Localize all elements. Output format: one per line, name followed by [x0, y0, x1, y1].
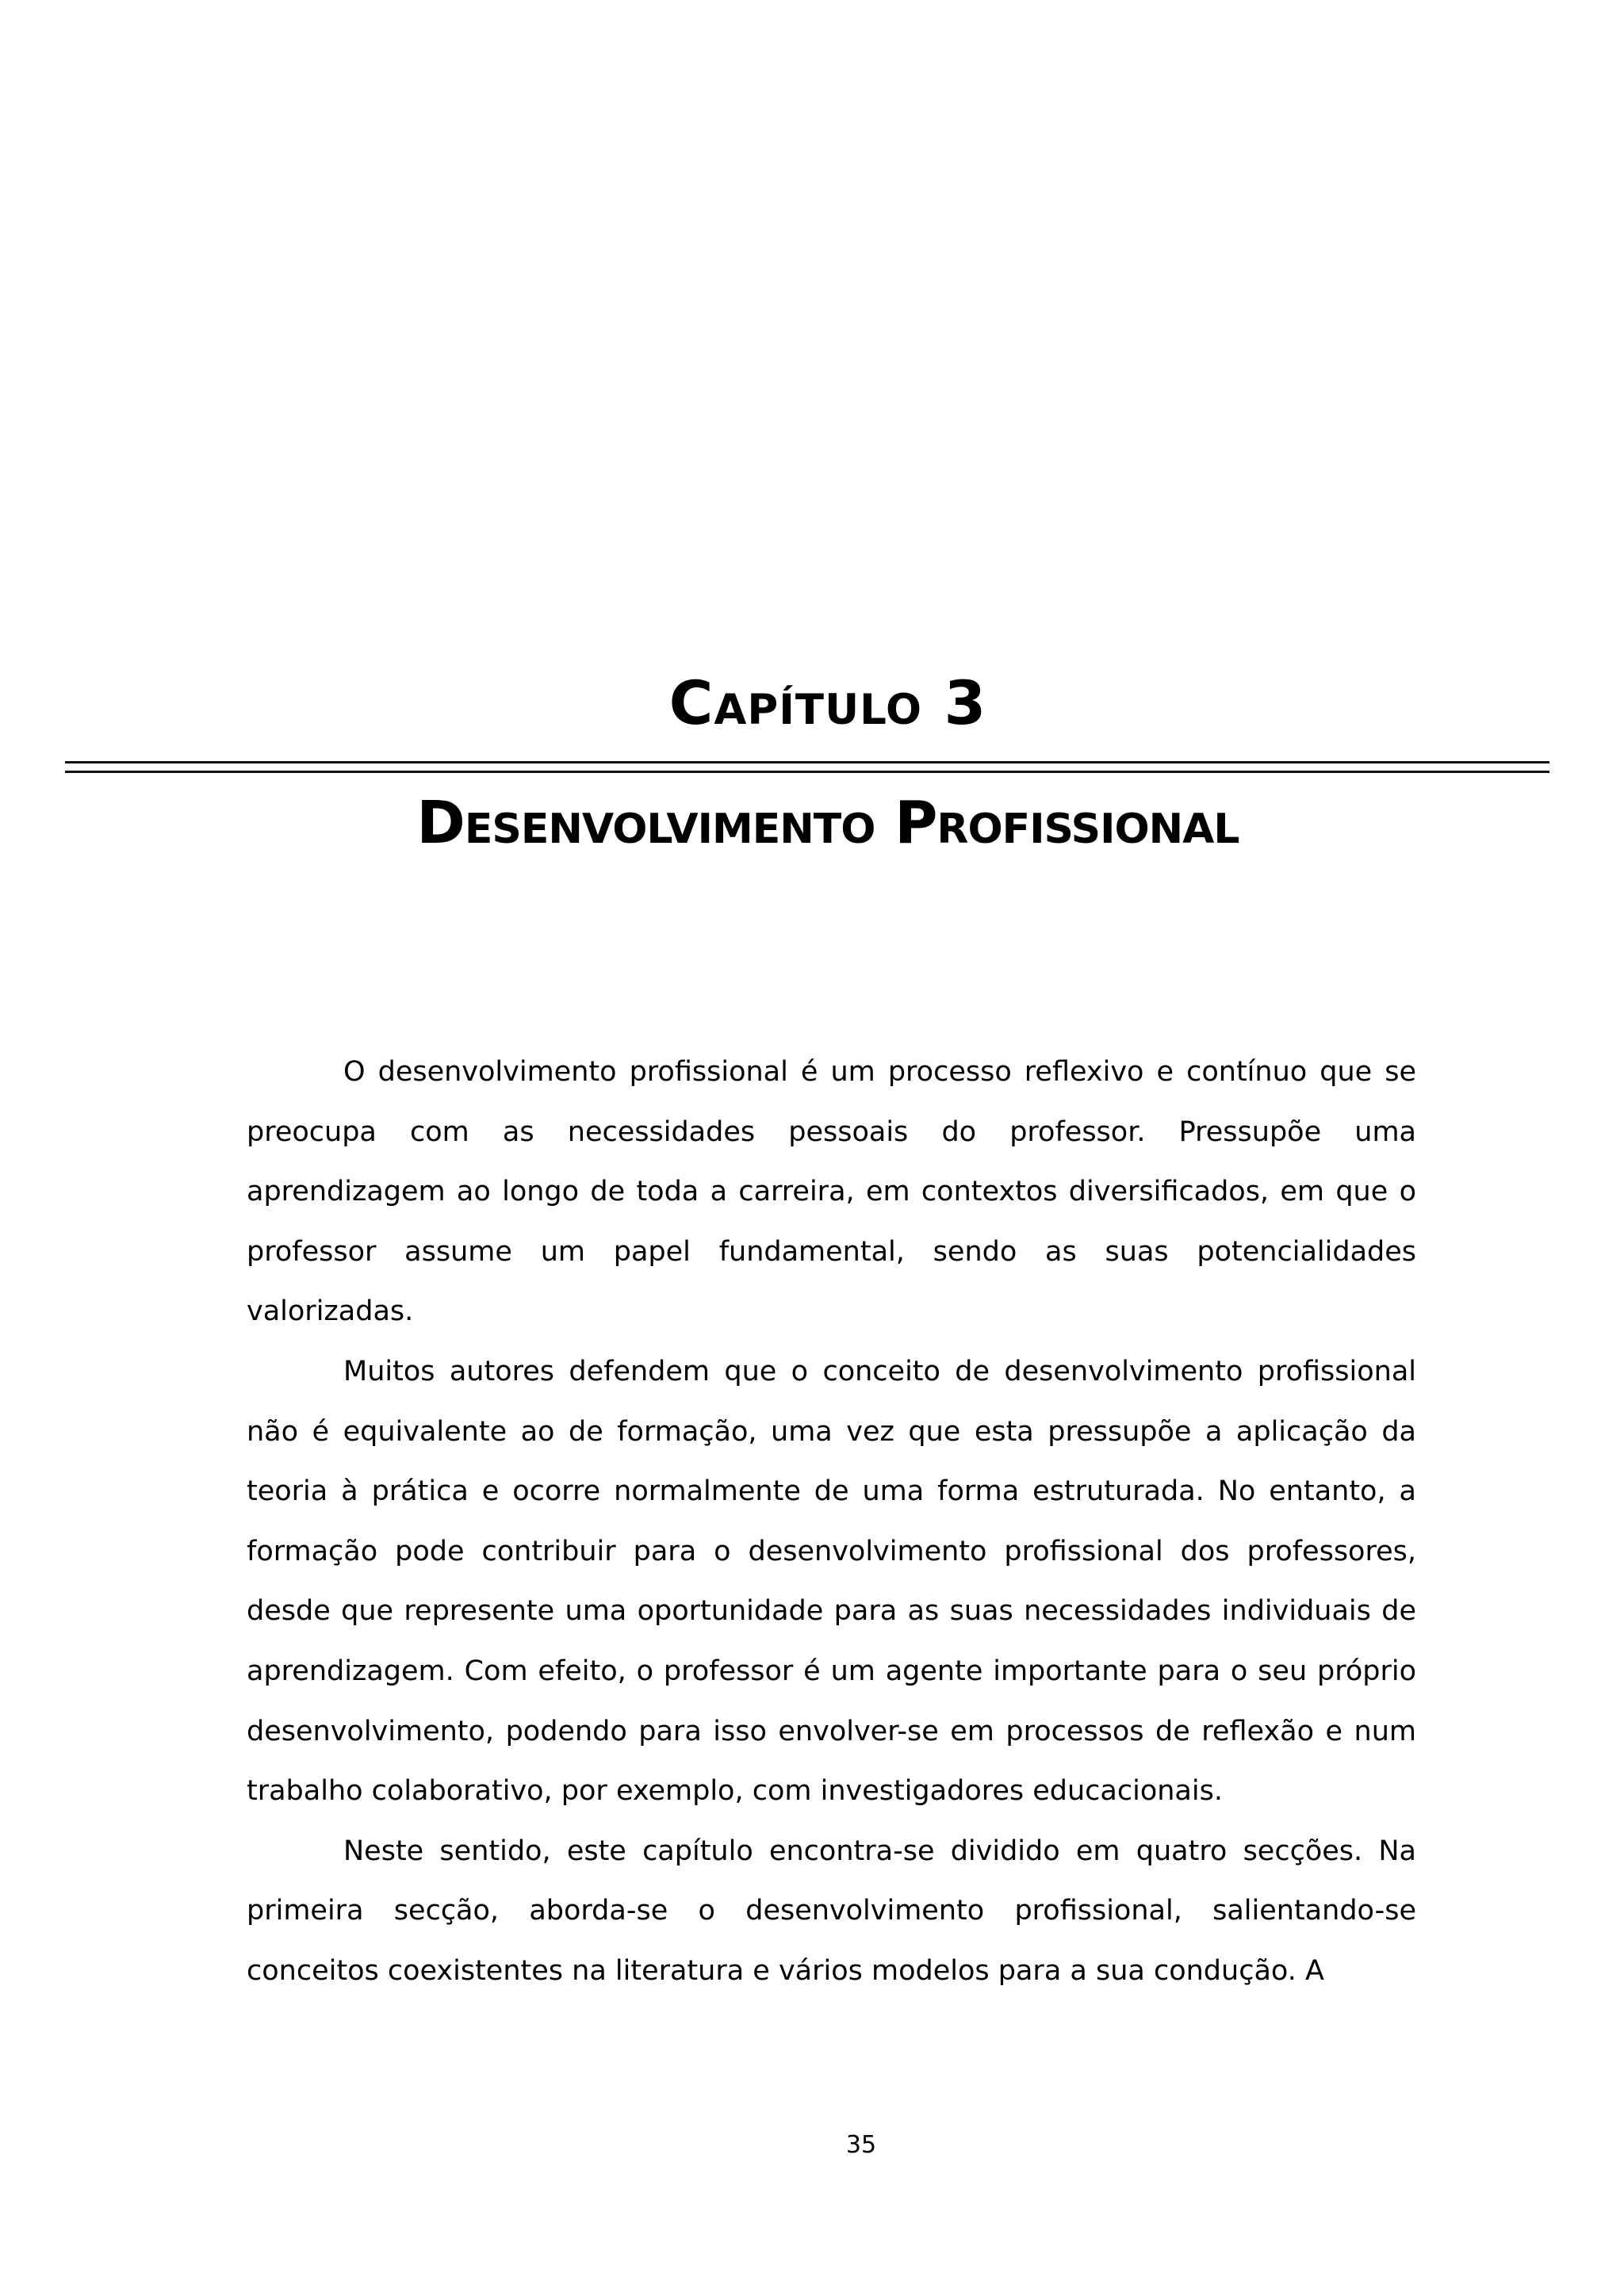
page-number: 35 [845, 2131, 877, 2159]
paragraph: Neste sentido, este capítulo encontra-se dividido em quatro secções. Na primeira secção, aborda-se o desenvolvimento profissional, salientando-se conceitos coexistentes na literatura e vários modelos para a sua condução. A [247, 1835, 1416, 1987]
chapter-title: Capítulo 3 [668, 668, 987, 738]
chapter-subtitle: Desenvolvimento Profissional [416, 789, 1239, 857]
paragraph: O desenvolvimento profissional é um processo reflexivo e contínuo que se preocupa com as necessidades pessoais do professor. Pressupõe uma aprendizagem ao longo de toda a carreira, em contextos diversificados, em que o professor assume um papel fundamental, sendo as suas potencialidades valorizadas. [247, 1056, 1416, 1328]
title-divider-top [65, 761, 1549, 763]
title-divider-bottom [65, 771, 1549, 773]
paragraph: Muitos autores defendem que o conceito de desenvolvimento profissional não é equivalente ao de formação, uma vez que esta pressupõe a aplicação da teoria à prática e ocorre normalmente de uma forma estruturada. No entanto, a formação pode contribuir para o desenvolvimento profissional dos professores, desde que represente uma oportunidade para as suas necessidades individuais de aprendizagem. Com efeito, o professor é um agente importante para o seu próprio desenvolvimento, podendo para isso envolver-se em processos de reflexão e num trabalho colaborativo, por exemplo, com investigadores educacionais. [247, 1355, 1416, 1808]
body-text [247, 1043, 1416, 2002]
